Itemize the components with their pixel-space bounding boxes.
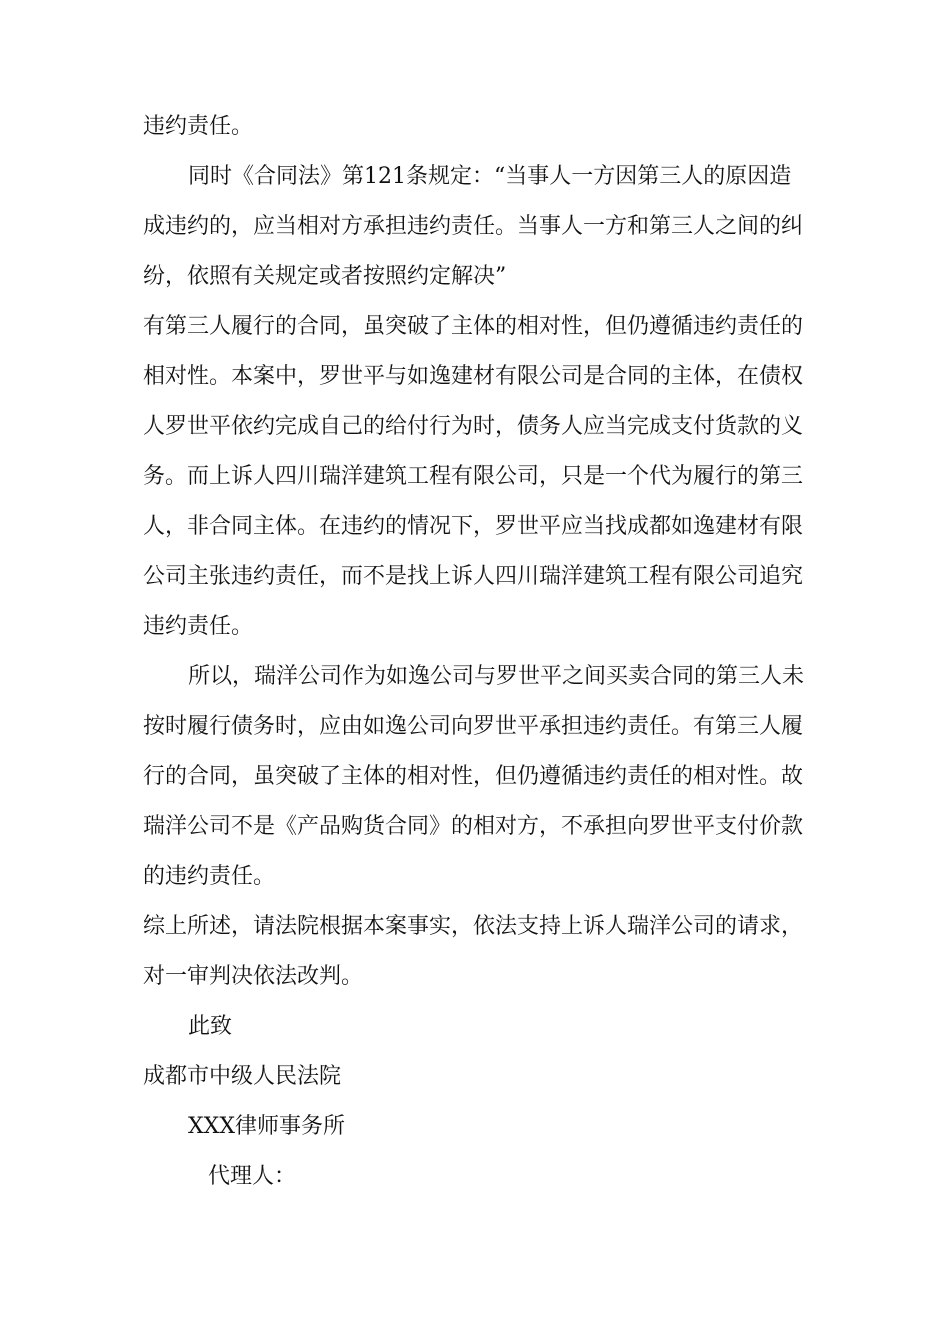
text-line: 成违约的，应当相对方承担违约责任。当事人一方和第三人之间的纠 <box>143 214 804 239</box>
text-line: 相对性。本案中，罗世平与如逸建材有限公司是合同的主体，在债权 <box>143 364 804 389</box>
recipient-court: 成都市中级人民法院 <box>143 1064 342 1089</box>
text-line: 同时《合同法》第121条规定：“当事人一方因第三人的原因造 <box>188 164 792 189</box>
text-line: 瑞洋公司不是《产品购货合同》的相对方，不承担向罗世平支付价款 <box>143 814 804 839</box>
text-line: 有第三人履行的合同，虽突破了主体的相对性，但仍遵循违约责任的 <box>143 314 804 339</box>
text-line: 的违约责任。 <box>143 864 276 889</box>
text-line: 所以，瑞洋公司作为如逸公司与罗世平之间买卖合同的第三人未 <box>188 664 805 689</box>
text-line: 对一审判决依法改判。 <box>143 964 364 989</box>
text-line: 纷，依照有关规定或者按照约定解决” <box>143 264 507 289</box>
text-line: 综上所述，请法院根据本案事实，依法支持上诉人瑞洋公司的请求， <box>143 914 804 939</box>
text-line: 行的合同，虽突破了主体的相对性，但仍遵循违约责任的相对性。故 <box>143 764 804 789</box>
text-line: 公司主张违约责任，而不是找上诉人四川瑞洋建筑工程有限公司追究 <box>143 564 804 589</box>
text-line: 按时履行债务时，应由如逸公司向罗世平承担违约责任。有第三人履 <box>143 714 804 739</box>
law-firm: XXX律师事务所 <box>188 1114 345 1139</box>
salutation: 此致 <box>188 1014 233 1039</box>
text-line: 违约责任。 <box>143 614 254 639</box>
agent-signature: 代理人： <box>208 1164 297 1189</box>
text-line: 违约责任。 <box>143 114 254 139</box>
text-line: 务。而上诉人四川瑞洋建筑工程有限公司，只是一个代为履行的第三 <box>143 464 804 489</box>
text-line: 人，非合同主体。在违约的情况下，罗世平应当找成都如逸建材有限 <box>143 514 804 539</box>
text-line: 人罗世平依约完成自己的给付行为时，债务人应当完成支付货款的义 <box>143 414 804 439</box>
